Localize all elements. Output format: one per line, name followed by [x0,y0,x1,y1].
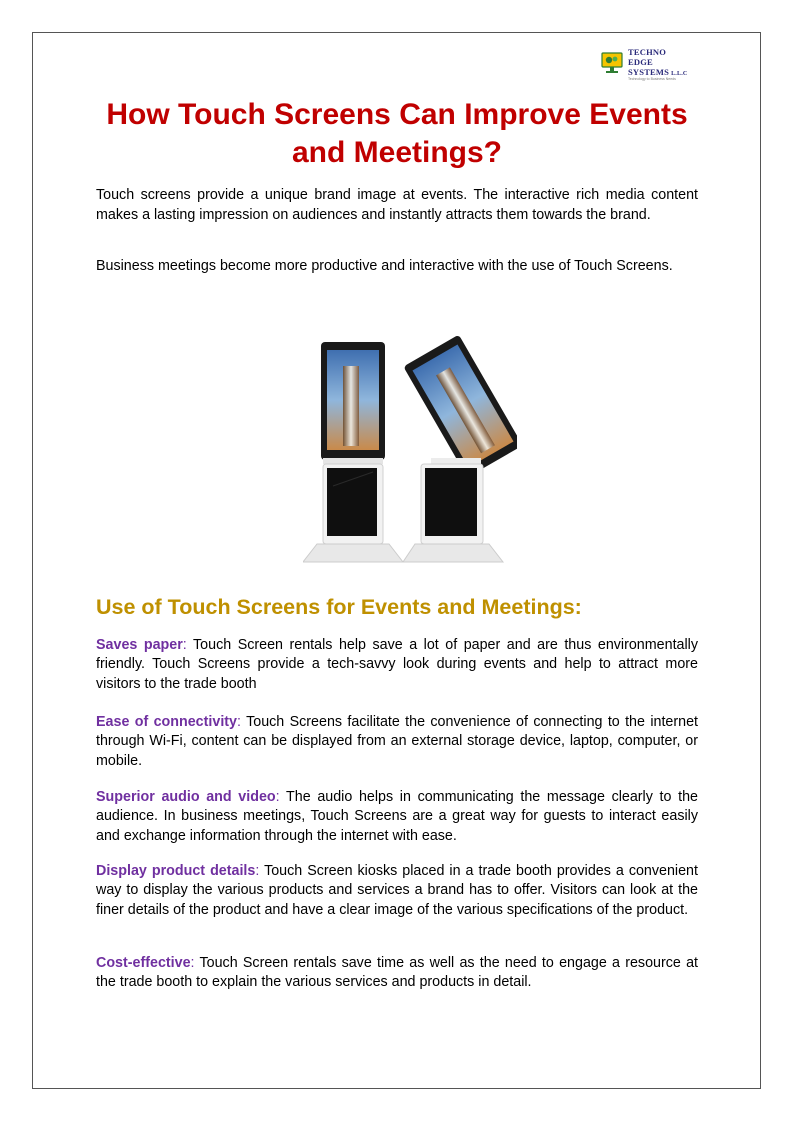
logo-tagline: Technology to Business Needs [628,77,676,81]
logo-line-1: TECHNO [628,47,667,57]
benefit-cost-effective: Cost-effective: Touch Screen rentals save time as well as the need to engage a resource at the trade booth to explain the various services and products in detail. [96,955,698,991]
benefit-text: Touch Screen rentals save time as well as the need to engage a resource at the trade booth to explain the various services and products in detail. [96,955,698,991]
benefit-ease-of-connectivity: Ease of connectivity: Touch Screens facilitate the convenience of connecting to the internet through Wi-Fi, content can be displayed from an external storage device, laptop, computer, or mobile. [96,714,699,769]
intro-paragraph-2: Business meetings become more productive and interactive with the use of Touch Screens. [96,258,673,274]
benefit-display-product-details: Display product details: Touch Screen kiosks placed in a trade booth provides a convenient way to display the various products and services a brand has to offer. Visitors can look at the finer details of the product and have a clear image of the various specifications of the product. [96,863,698,918]
benefit-label: Ease of connectivity [96,714,238,730]
benefit-label: Display product details [96,863,256,879]
logo-monitor-icon [600,50,626,76]
intro-paragraph-1: Touch screens provide a unique brand image at events. The interactive rich media content makes a lasting impression on audiences and instantly attracts them towards the brand. [96,187,698,223]
benefit-text: Touch Screen kiosks placed in a trade booth provides a convenient way to display the various products and services a brand has to offer. Visitors can look at the finer details of the product and have a clear image of the various specifications of the product. [96,863,698,918]
benefit-text: The audio helps in communicating the message clearly to the audience. In business meetings, Touch Screens are a great way for guests to interact easily and exchange information through the internet with ease. [96,789,698,844]
kiosk-left [303,342,403,562]
company-logo [600,46,700,82]
benefit-text: Touch Screens facilitate the convenience of connecting to the internet through Wi-Fi, content can be displayed from an external storage device, laptop, computer, or mobile. [96,714,699,769]
touch-screen-kiosks-image [303,336,517,568]
benefit-superior-audio-video: Superior audio and video: The audio helps in communicating the message clearly to the audience. In business meetings, Touch Screens are a great way for guests to interact easily and exchange information through the internet with ease. [96,789,698,844]
benefit-label: Superior audio and video [96,789,276,805]
benefit-label: Saves paper [96,637,183,653]
benefit-text: Touch Screen rentals help save a lot of paper and are thus environmentally friendly. Touch Screens provide a tech-savvy look during events and help to attract more visitors to the trade booth [96,637,698,692]
kiosk-right [403,336,517,562]
page-title: How Touch Screens Can Improve Events and Meetings? [106,98,688,169]
benefit-label: Cost-effective [96,955,191,971]
logo-line-2: EDGE [628,57,653,67]
benefit-saves-paper: Saves paper: Touch Screen rentals help save a lot of paper and are thus environmentally friendly. Touch Screens provide a tech-savvy look during events and help to attract more visitors to the trade booth [96,637,698,692]
section-heading: Use of Touch Screens for Events and Meetings: [96,595,582,619]
logo-line-3: SYSTEMS L.L.C [628,67,688,77]
